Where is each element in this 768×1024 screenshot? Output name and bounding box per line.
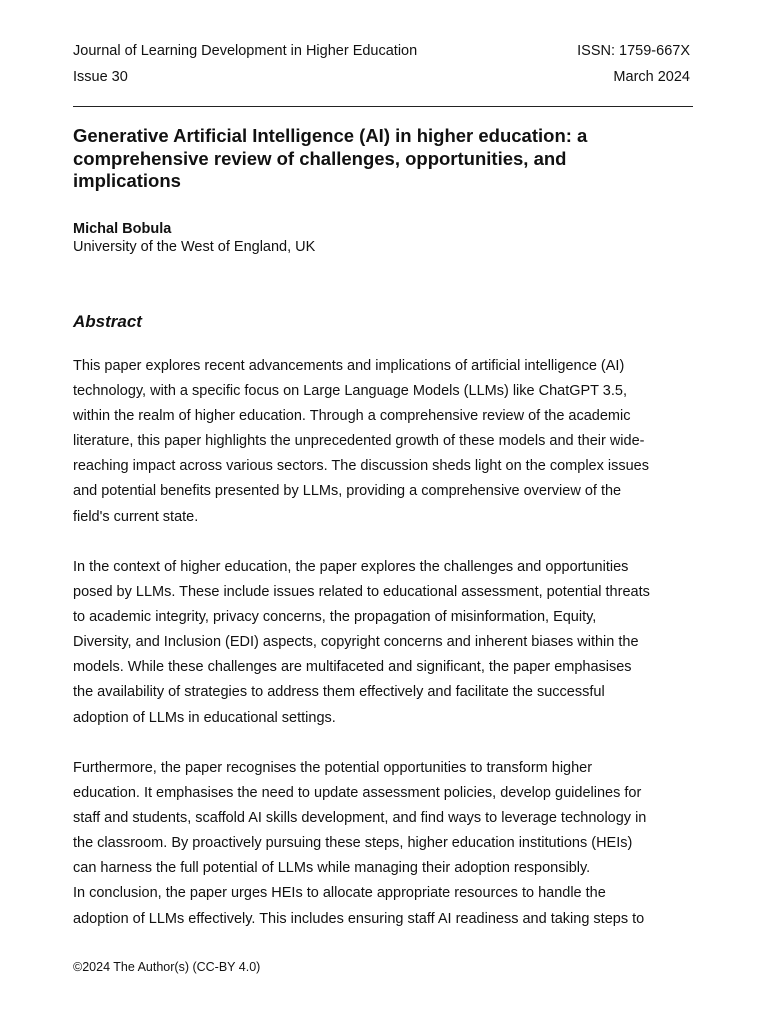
abstract-paragraph-2: [73, 555, 693, 731]
running-header-top: [73, 42, 690, 60]
author-name: Michal Bobula: [73, 221, 172, 237]
text-line: posed by LLMs. These include issues related to educational assessment, potential threats: [73, 584, 650, 601]
issue-date: March 2024: [613, 69, 690, 85]
running-header-bottom: [73, 68, 690, 86]
issn: ISSN: 1759-667X: [577, 43, 690, 59]
article-title: Generative Artificial Intelligence (AI) in higher education: a comprehensive review of challenges, opportunities, and implications: [73, 125, 588, 191]
text-line: Furthermore, the paper recognises the potential opportunities to transform higher: [73, 760, 593, 776]
text-line: education. It emphasises the need to update assessment policies, develop guidelines for: [73, 785, 642, 802]
issue-number: Issue 30: [73, 69, 128, 85]
text-line: This paper explores recent advancements and implications of artificial intelligence (AI): [73, 358, 625, 374]
text-line: Diversity, and Inclusion (EDI) aspects, copyright concerns and inherent biases within the: [73, 634, 639, 651]
text-line: models. While these challenges are multifaceted and significant, the paper emphasises: [73, 659, 632, 676]
text-line: the availability of strategies to address them effectively and facilitate the successful: [73, 684, 605, 701]
text-line: In conclusion, the paper urges HEIs to allocate appropriate resources to handle the: [73, 885, 606, 902]
text-line: adoption of LLMs in educational settings.: [73, 709, 336, 726]
text-line: the classroom. By proactively pursuing these steps, higher education institutions (HEIs): [73, 835, 633, 852]
text-line: adoption of LLMs effectively. This includes ensuring staff AI readiness and taking steps to: [73, 910, 645, 927]
text-line: reaching impact across various sectors. The discussion sheds light on the complex issues: [73, 458, 649, 475]
text-line: technology, with a specific focus on Large Language Models (LLMs) like ChatGPT 3.5,: [73, 383, 627, 400]
text-line: can harness the full potential of LLMs while managing their adoption responsibly.: [73, 860, 591, 877]
abstract-heading: Abstract: [73, 312, 142, 331]
text-line: to academic integrity, privacy concerns, the propagation of misinformation, Equity,: [73, 609, 597, 626]
text-line: In the context of higher education, the paper explores the challenges and opportunities: [73, 559, 629, 575]
text-line: literature, this paper highlights the unprecedented growth of these models and their wide-: [73, 433, 645, 450]
header-divider: [73, 106, 693, 107]
author-affiliation: University of the West of England, UK: [73, 239, 316, 255]
text-line: field's current state.: [73, 508, 199, 525]
copyright-footer: ©2024 The Author(s) (CC-BY 4.0): [73, 960, 261, 974]
text-line: staff and students, scaffold AI skills development, and find ways to leverage technology in: [73, 810, 647, 827]
abstract-paragraph-1: [73, 354, 693, 530]
journal-name: Journal of Learning Development in Higher Education: [73, 43, 418, 59]
text-line: and potential benefits presented by LLMs, providing a comprehensive overview of the: [73, 483, 622, 500]
abstract-paragraph-3: [73, 756, 693, 932]
text-line: within the realm of higher education. Through a comprehensive review of the academic: [73, 408, 631, 425]
